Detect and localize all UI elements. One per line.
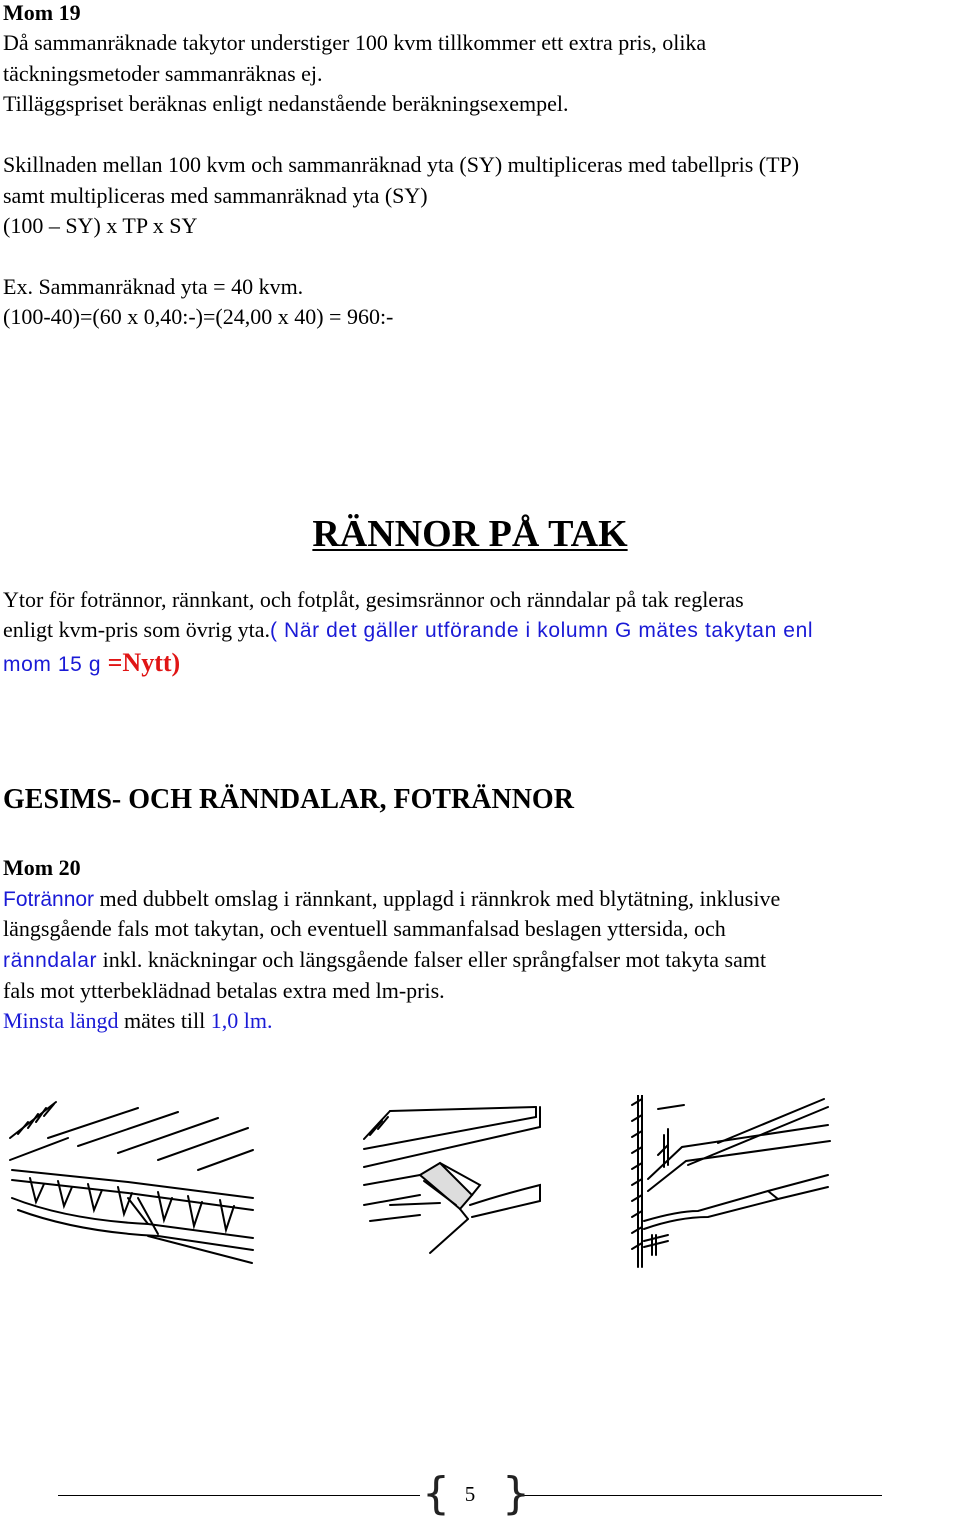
page-number: 5 [464, 1482, 476, 1506]
mom20-line-1-text: med dubbelt omslag i rännkant, upplagd i rännkrok med blytätning, inklusive [94, 886, 781, 911]
new-marker: =Nytt) [107, 648, 181, 677]
mom20-line-5-text: mätes till [118, 1008, 211, 1033]
mom19-line-5: samt multipliceras med sammanräknad yta (SY) [3, 183, 428, 208]
rannor-line-1: Ytor för fotrännor, rännkant, och fotplåt, gesimsrännor och ränndalar på tak regleras [3, 587, 744, 612]
mom20-term-ranndalar: ränndalar [3, 949, 98, 972]
mom20-line-5 [3, 1008, 273, 1034]
footer-rule-left [58, 1495, 420, 1496]
mom19-calculation: (100-40)=(60 x 0,40:-)=(24,00 x 40) = 960:- [3, 304, 394, 329]
mom19-line-1: Då sammanräknade takytor understiger 100 kvm tillkommer ett extra pris, olika [3, 30, 707, 55]
mom19-line-4: Skillnaden mellan 100 kvm och sammanräknad yta (SY) multipliceras med tabellpris (TP) [3, 152, 800, 177]
cornice-gutter-section-drawing [628, 1095, 838, 1270]
mom19-line-3: Tilläggspriset beräknas enligt nedanstående beräkningsexempel. [3, 91, 569, 116]
roof-valley-fold-drawing [360, 1105, 560, 1260]
rannor-line-2-note: ( När det gäller utförande i kolumn G mätes takytan enl [270, 619, 814, 642]
section-heading-rannor: RÄNNOR PÅ TAK [312, 513, 628, 555]
roof-gutter-brackets-drawing [8, 1098, 258, 1268]
mom19-formula: (100 – SY) x TP x SY [3, 213, 198, 238]
mom20-title: Mom 20 [3, 855, 81, 880]
mom20-line-2: längsgående fals mot takytan, och eventuell sammanfalsad beslagen yttersida, och [3, 916, 726, 941]
rannor-line-3 [3, 650, 180, 678]
rannor-line-2-text: enligt kvm-pris som övrig yta. [3, 617, 271, 642]
mom20-line-3-text: inkl. knäckningar och längsgående falser eller språngfalser mot takyta samt [97, 947, 767, 972]
mom20-term-fotrannor: Fotrännor [3, 888, 95, 911]
left-brace-icon: { [422, 1468, 450, 1519]
right-brace-icon: } [502, 1468, 530, 1519]
rannor-line-2 [3, 617, 813, 644]
mom20-min-length-value: 1,0 lm. [210, 1008, 273, 1033]
rannor-line-3-note: mom 15 g [3, 653, 108, 676]
mom20-line-4: fals mot ytterbeklädnad betalas extra med lm-pris. [3, 978, 445, 1003]
footer-rule-right [520, 1495, 882, 1496]
mom20-min-length-label: Minsta längd [3, 1008, 119, 1033]
mom19-line-2: täckningsmetoder sammanräknas ej. [3, 61, 323, 86]
section-heading-gesims: GESIMS- OCH RÄNNDALAR, FOTRÄNNOR [3, 784, 574, 815]
mom20-line-1 [3, 886, 780, 913]
mom19-title: Mom 19 [3, 0, 81, 25]
mom19-example: Ex. Sammanräknad yta = 40 kvm. [3, 274, 304, 299]
mom20-line-3 [3, 947, 766, 974]
